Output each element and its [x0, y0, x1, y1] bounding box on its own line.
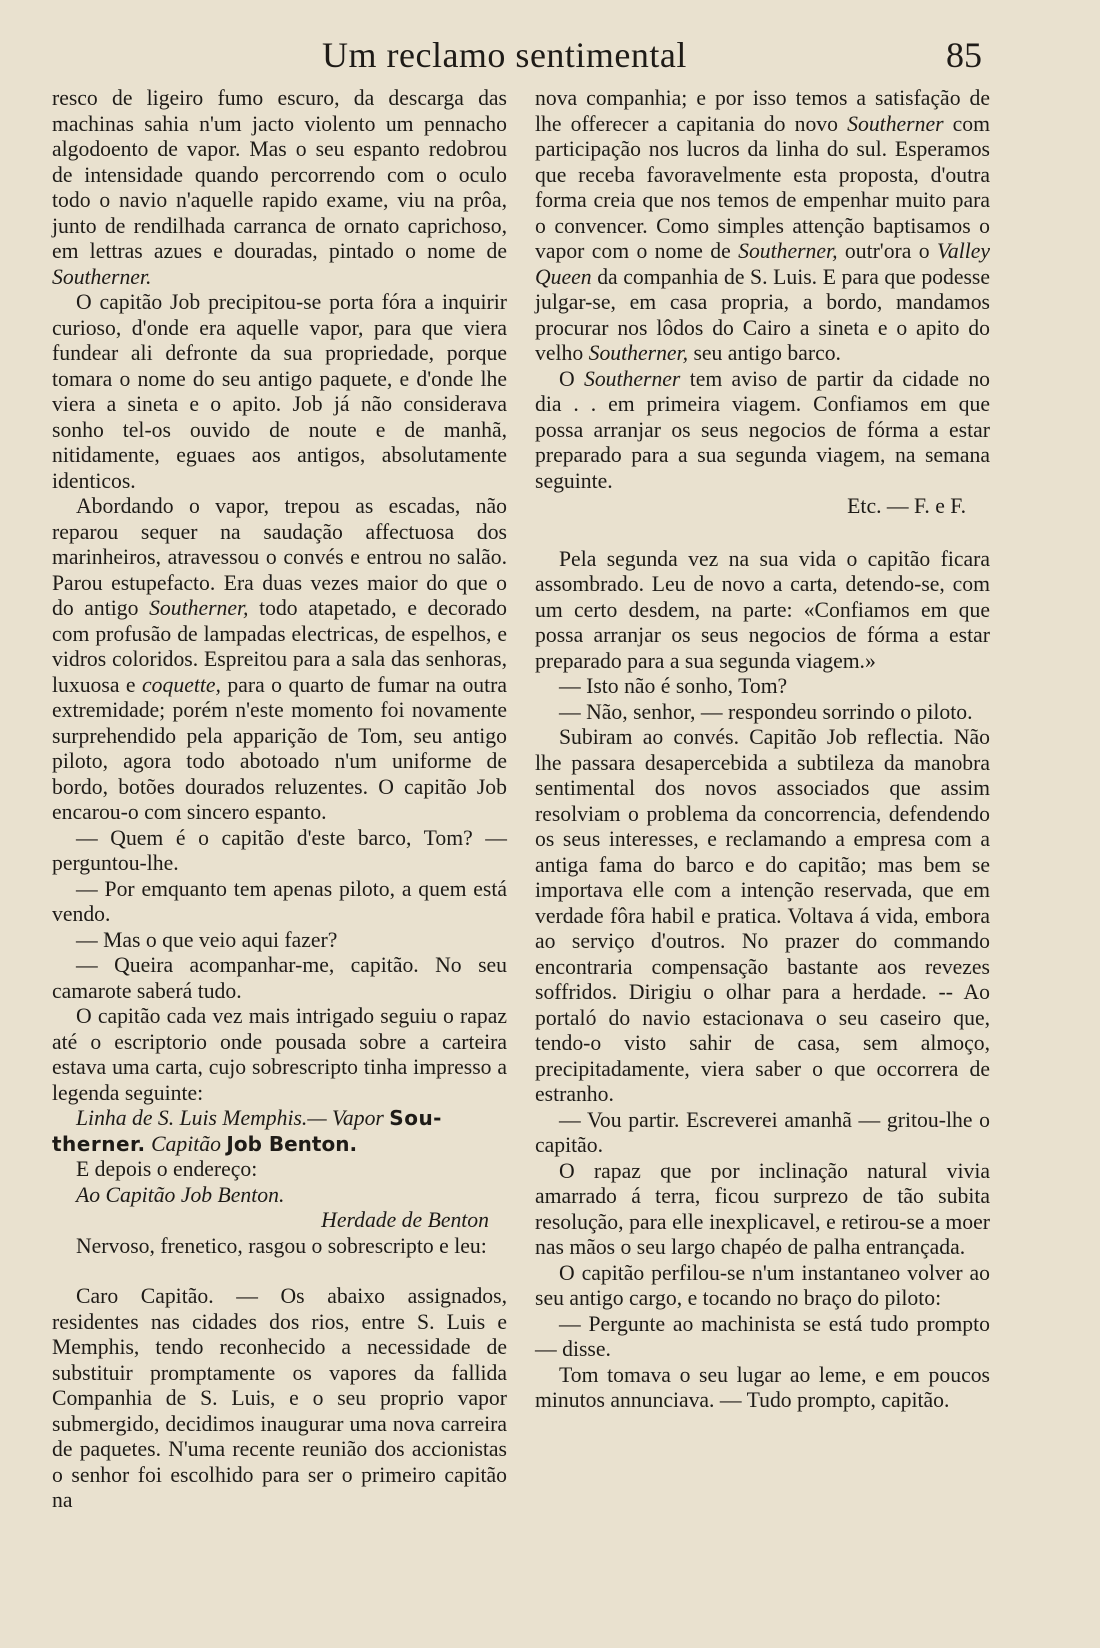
ship-name: Southerner [847, 111, 944, 136]
legend-captain: Capitão [151, 1131, 221, 1156]
dialogue-line: — Isto não é sonho, Tom? [559, 674, 788, 698]
page-number: 85 [946, 35, 982, 75]
paragraph: Nervoso, frenetico, rasgou o sobrescripto e leu: [76, 1233, 487, 1258]
running-title: Um reclamo sentimental [322, 35, 687, 75]
paragraph-text: todo atapetado, e decorado com profusão de lampadas electricas, de espelhos, e vidros coloridos. Espreitou para a sala das senhoras, luxuosa e [52, 596, 508, 697]
ship-name: Southerner, [588, 341, 689, 365]
envelope-legend-cont [52, 1132, 507, 1158]
letter-paragraph [535, 86, 990, 367]
dialogue-line: — Vou partir. Escreverei amanhã — gritou-lhe o capitão. [535, 1107, 990, 1157]
paragraph-text: para o quarto de fumar na outra extremidade; porém n'este momento foi novamente surprehendido pela apparição de Tom, seu antigo piloto, agora todo abotoado n'um uniforme de bordo, botões dourados reluzentes. O capitão Job encarou-o com sincero espanto. [52, 672, 508, 824]
address-place: Herdade de Benton [321, 1208, 489, 1232]
paragraph-text: nova companhia; e por isso temos a satisfação de lhe offerecer a capitania do novo [535, 86, 990, 136]
paragraph [52, 494, 507, 826]
paragraph: Subiram ao convés. Capitão Job reflectia. Não lhe passara desapercebida a subtileza da manobra sentimental dos novos associados que assim resolviam o problema da concorrencia, defendendo os seus interesses, e reclamando a empresa com a antiga fama do barco e do capitão; mas bem se importava elle com a intenção reservada, que em verdade fôra habil e pratica. Voltava á vida, embora ao serviço d'outros. No prazer do commando encontraria compensação bastante aos revezes soffridos. Dirigiu o olhar para a herdade. -- Ao portaló do navio estacionava o seu caseiro que, tendo-o visto sahir de casa, sem almoço, precipitadamente, viera saber o que occorrera de estranho. [535, 725, 990, 1106]
paragraph: Tom tomava o seu lugar ao leme, e em poucos minutos annunciava. — Tudo prompto, capitão. [535, 1362, 990, 1412]
dialogue-line: — Queira acompanhar-me, capitão. No seu camarote saberá tudo. [52, 953, 507, 1003]
paragraph: O capitão cada vez mais intrigado seguiu o rapaz até o escriptorio onde pousada sobre a carteira estava uma carta, cujo sobrescripto tinha impresso a legenda seguinte: [52, 1004, 507, 1105]
legend-line: Linha de S. Luis Memphis.— Vapor [76, 1106, 384, 1130]
paragraph-text: O [559, 366, 575, 391]
paragraph: O capitão Job precipitou-se porta fóra a inquirir curioso, d'onde era aquelle vapor, para que viera fundear ali defronte da sua propriedade, porque tomara o nome do seu antigo paquete, e d'onde lhe viera a sineta e o apito. Job já não considerava sonho tel-os ouvido de noute e de manhã, nitidamente, eguaes aos antigos, absolutamente identicos. [52, 290, 507, 493]
dialogue-line: — Por emquanto tem apenas piloto, a quem está vendo. [52, 876, 507, 926]
legend-captain-name: Job Benton. [226, 1131, 358, 1156]
paragraph: Pela segunda vez na sua vida o capitão ficara assombrado. Leu de novo a carta, detendo-se, com um certo desdem, na parte: «Confiamos em que possa arranjar os seus negocios de fórma a estar preparado para a sua segunda viagem.» [535, 546, 990, 673]
right-column [535, 86, 990, 1414]
dialogue-line: — Não, senhor, — respondeu sorrindo o piloto. [559, 699, 973, 724]
legend-ship: Sou- [389, 1106, 442, 1130]
address-line: Ao Capitão Job Benton. [76, 1182, 285, 1207]
ship-name: Southerner, [149, 596, 249, 620]
paragraph-text: resco de ligeiro fumo escuro, da descarga das machinas sahia n'um jacto violento um pennacho algodoento de vapor. Mas o seu espanto redobrou de intensidade quando percorrendo com o oculo todo o navio n'aquelle rapido exame, viu na prôa, junto de rendilhada carranca de ornato caprichoso, em lettras azues e douradas, pintado o nome de [52, 86, 507, 263]
ship-name: Southerner, [738, 239, 838, 263]
paragraph-text: outr'ora o [844, 239, 930, 263]
running-head [52, 30, 982, 80]
paragraph-text: com participação nos lucros da linha do sul. Esperamos que receba favoravelmente esta proposta, d'outra forma creia que nos temos de empenhar muito para o convencer. Como simples attenção baptisamos o vapor com o nome de [535, 111, 991, 263]
paragraph-text: da companhia de S. Luis. E para que podesse julgar-se, em casa propria, a bordo, mandamos procurar nos lôdos do Cairo a sineta e o apito do velho [535, 264, 991, 365]
ship-name: Southerner [583, 366, 681, 391]
paragraph: O rapaz que por inclinação natural vivia amarrado á terra, ficou surprezo de tão subita resolução, para elle inexplicavel, e retirou-se a moer nas mãos o seu largo chapéo de palha entrançada. [535, 1158, 990, 1259]
paragraph: O capitão perfilou-se n'um instantaneo volver ao seu antigo cargo, e tocando no braço do piloto: [535, 1260, 990, 1310]
paragraph: E depois o endereço: [76, 1157, 258, 1181]
ship-name: Valley Queen [535, 239, 991, 289]
paragraph-text: seu antigo barco. [693, 341, 841, 365]
left-column [52, 86, 507, 1514]
legend-ship-cont: therner. [52, 1131, 146, 1156]
paragraph-text: Abordando o vapor, trepou as escadas, não reparou sequer na saudação affectuosa dos marinheiros, atravessou o convés e entrou no salão. Parou estupefacto. Era duas vezes maior do que o do antigo [52, 494, 507, 620]
emphasis-word: coquette, [142, 672, 221, 697]
letter-signature: Etc. — F. e F. [847, 494, 966, 518]
ship-name: Southerner. [52, 264, 152, 289]
dialogue-line: — Mas o que veio aqui fazer? [76, 927, 338, 952]
paragraph-text: tem aviso de partir da cidade no dia . . em primeira viagem. Confiamos em que possa arranjar os seus negocios de fórma a estar preparado para a sua segunda viagem, na semana seguinte. [535, 366, 991, 493]
letter-paragraph: Caro Capitão. — Os abaixo assignados, residentes nas cidades dos rios, entre S. Luis e Memphis, tendo reconhecido a necessidade de substituir promptamente os vapores da fallida Companhia de S. Luis, e o seu proprio vapor submergido, decidimos inaugurar uma nova carreira de paquetes. N'uma recente reunião dos accionistas o senhor foi escolhido para ser o primeiro capitão na [52, 1284, 507, 1512]
dialogue-line: — Quem é o capitão d'este barco, Tom? — perguntou-lhe. [52, 825, 507, 875]
letter-paragraph [535, 367, 990, 495]
envelope-legend [52, 1106, 507, 1132]
paragraph [52, 86, 507, 290]
dialogue-line: — Pergunte ao machinista se está tudo prompto — disse. [535, 1311, 990, 1361]
